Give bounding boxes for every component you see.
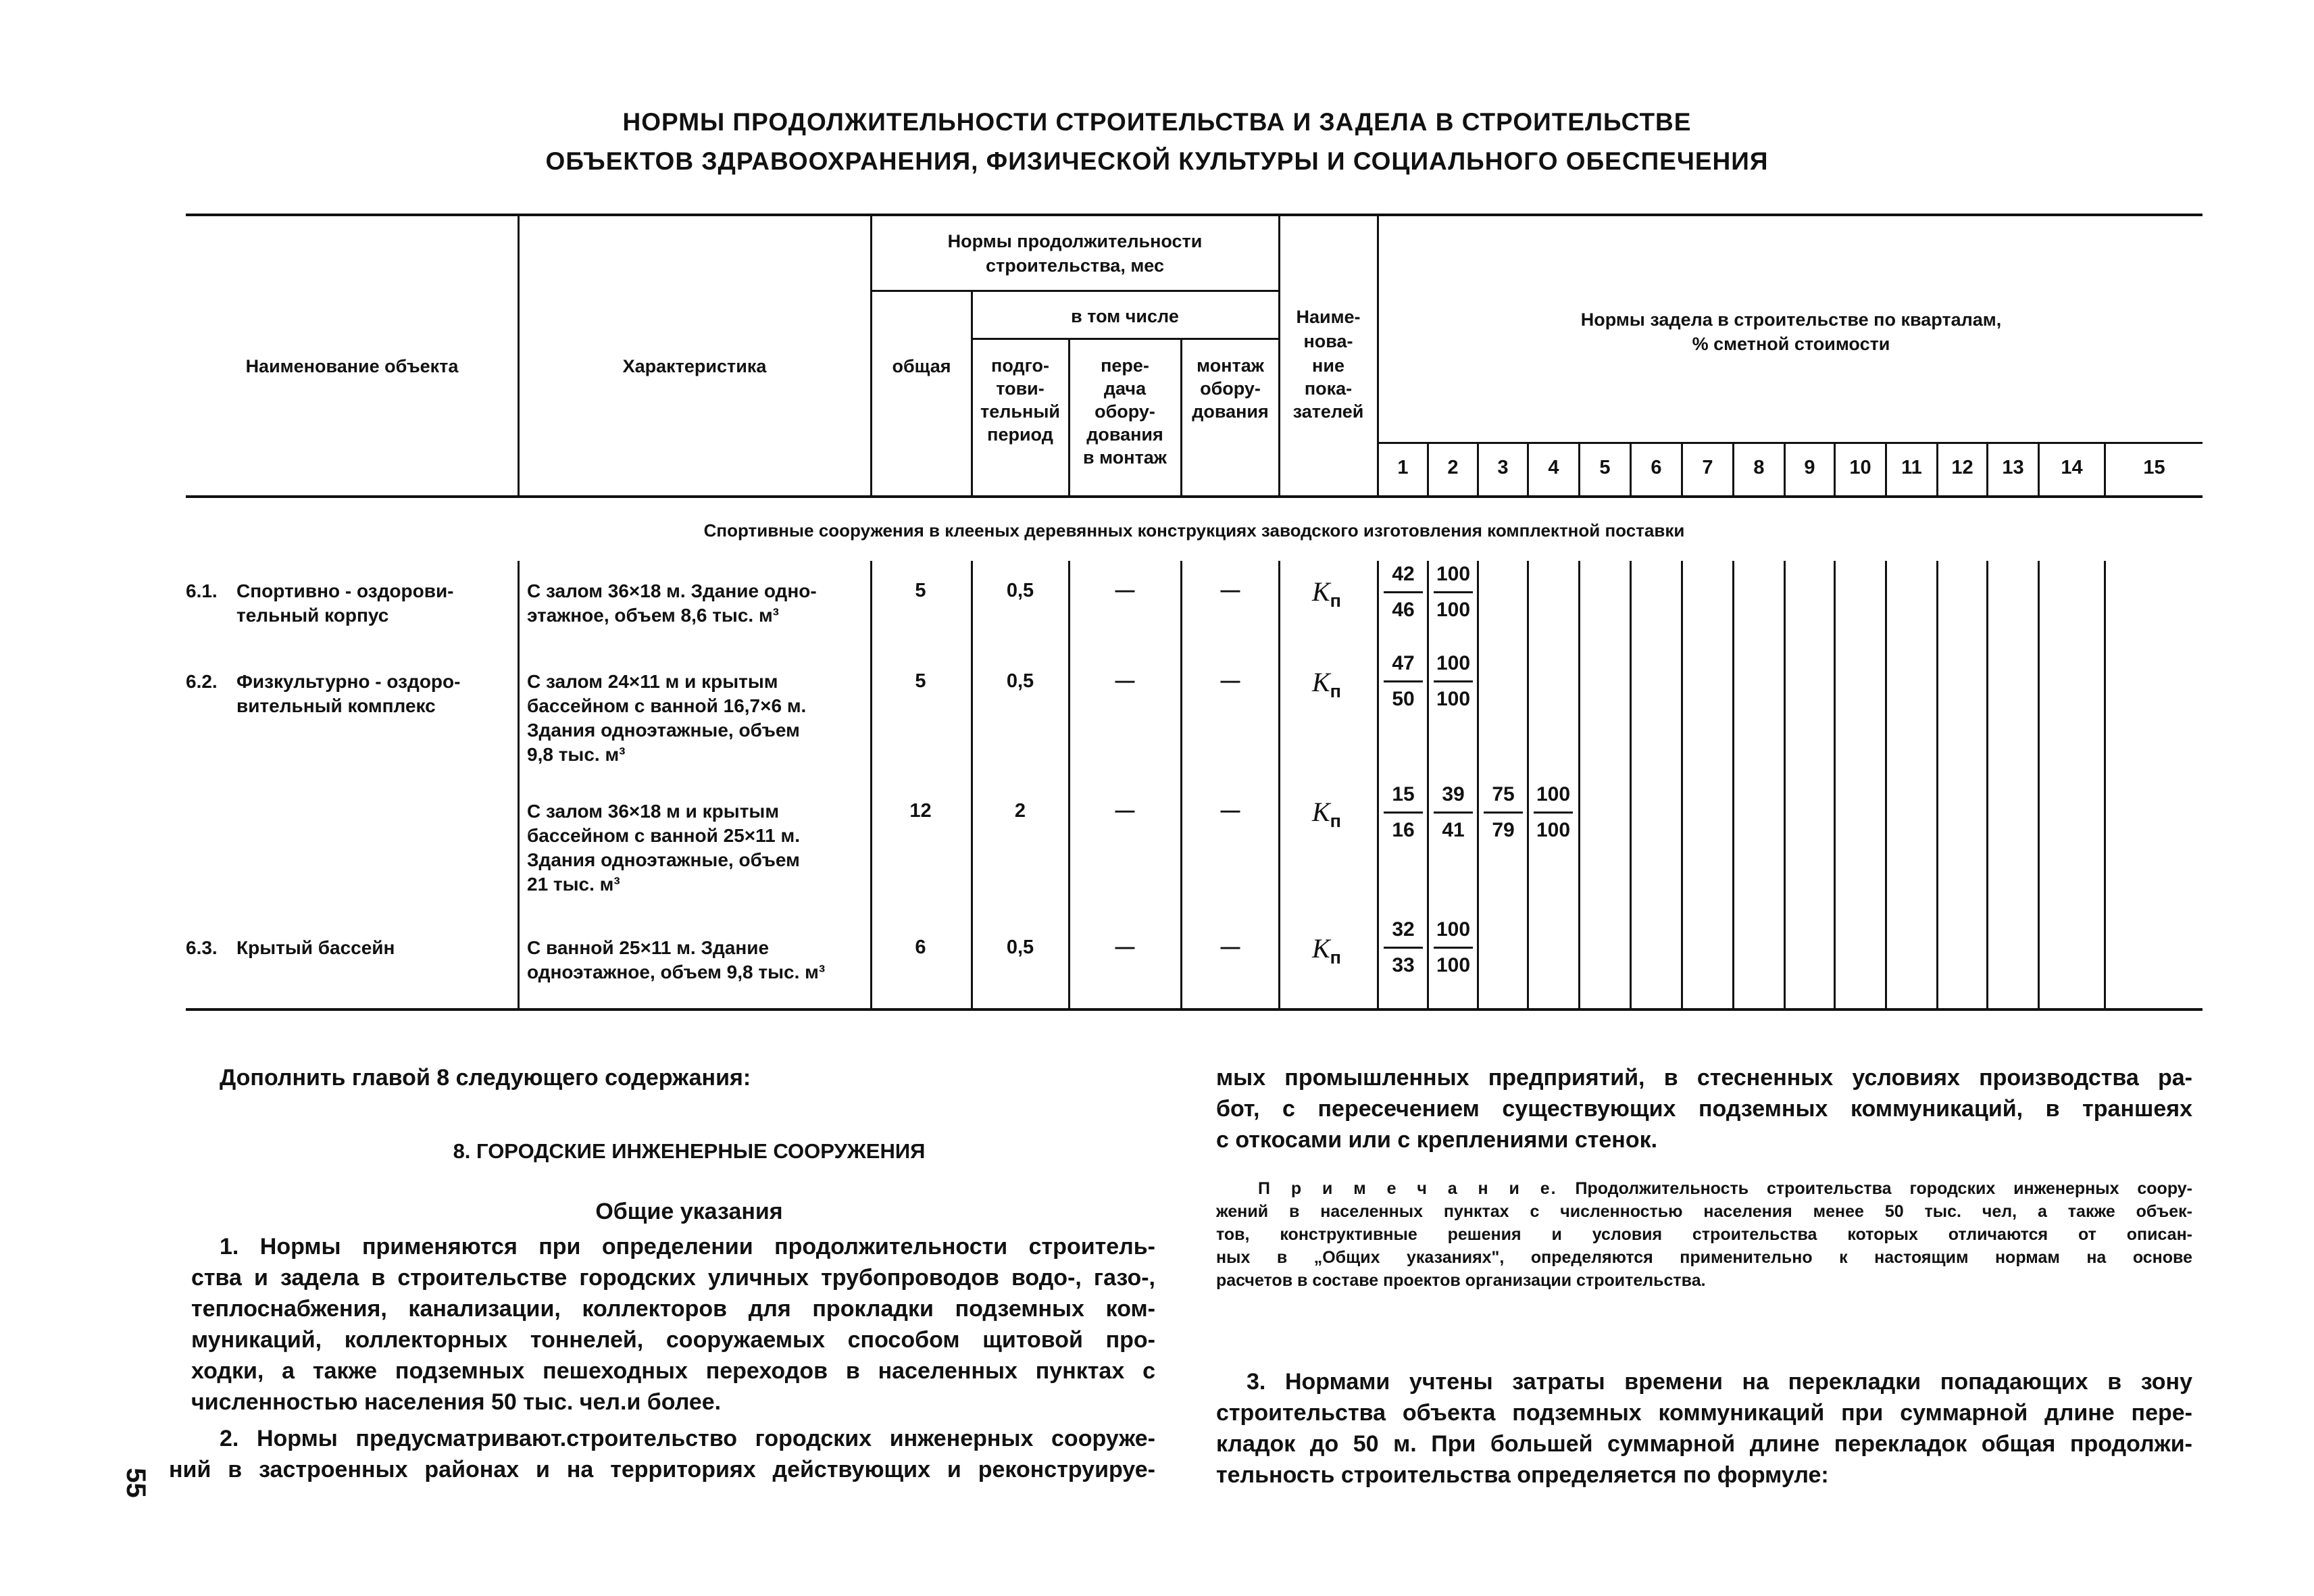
- text-line: бот, с пересечением существующих подземных коммуникаций, в траншеях: [1216, 1096, 2192, 1122]
- q1-fraction: 47 50: [1380, 651, 1427, 712]
- row-name-line2: вительный комплекс: [236, 695, 436, 716]
- text-line: тельность строительства определяется по формуле:: [1216, 1462, 1829, 1488]
- row-name-line1: Крытый бассейн: [236, 937, 395, 958]
- quarter-number: 4: [1548, 457, 1559, 478]
- header-install-l1: монтаж: [1197, 355, 1264, 376]
- header-prep-l1: подго-: [991, 355, 1049, 376]
- row-transfer: —: [1115, 580, 1135, 601]
- quarter-number: 10: [1849, 457, 1871, 478]
- text-line: ства и задела в строительстве городских уличных трубопроводов водо-, газо-,: [191, 1265, 1155, 1291]
- q2-fraction: 100 100: [1430, 918, 1477, 978]
- row-transfer: —: [1115, 670, 1135, 692]
- page-title-line1: НОРМЫ ПРОДОЛЖИТЕЛЬНОСТИ СТРОИТЕЛЬСТВА И ЗАДЕЛА В СТРОИТЕЛЬСТВЕ: [622, 108, 1692, 136]
- q1-fraction: 42 46: [1380, 562, 1427, 622]
- quarter-divider-body: [1630, 561, 1632, 1009]
- row-indicator: $К_п$: [1312, 933, 1341, 968]
- header-duration-l2: строительства, мес: [986, 255, 1164, 276]
- q2-fraction: 100 100: [1430, 651, 1477, 712]
- text-line: 2. Нормы предусматривают.строительство городских инженерных сооруже-: [220, 1426, 1155, 1451]
- row-char-line1: С залом 36×18 м и крытым: [527, 801, 780, 822]
- header-indicator-l2: нова-: [1303, 331, 1353, 351]
- section-title: Спортивные сооружения в клееных деревянных конструкциях заводского изготовления комплектной поставки: [703, 520, 1685, 541]
- row-name-line1: Спортивно - оздорови-: [236, 580, 454, 601]
- row-char-line4: 21 тыс. м³: [527, 874, 620, 895]
- header-indicator-l5: зателей: [1292, 401, 1364, 422]
- row-char-line2: бассейном с ванной 25×11 м.: [527, 825, 800, 846]
- header-bottom-border: [186, 495, 2203, 498]
- row-char-line1: С залом 24×11 м и крытым: [527, 671, 778, 692]
- quarter-number: 12: [1951, 457, 1973, 478]
- vline-body: [1377, 561, 1379, 1009]
- note-line: расчетов в составе проектов организации строительства.: [1216, 1271, 1706, 1290]
- row-install: —: [1220, 800, 1240, 822]
- text-line: теплоснабжения, канализации, коллекторов для прокладки подземных ком-: [191, 1296, 1155, 1322]
- row-total: 5: [915, 670, 926, 692]
- vline-header: [518, 214, 520, 496]
- hline-quarters: [1378, 442, 2203, 444]
- chapter-title: 8. ГОРОДСКИЕ ИНЖЕНЕРНЫЕ СООРУЖЕНИЯ: [453, 1139, 926, 1163]
- table-bottom-border: [186, 1008, 2203, 1011]
- row-char-line2: этажное, объем 8,6 тыс. м³: [527, 605, 780, 626]
- quarter-number: 1: [1397, 457, 1409, 478]
- page-title-line2: ОБЪЕКТОВ ЗДРАВООХРАНЕНИЯ, ФИЗИЧЕСКОЙ КУЛЬТУРЫ И СОЦИАЛЬНОГО ОБЕСПЕЧЕНИЯ: [545, 147, 1769, 175]
- intro-line: Дополнить главой 8 следующего содержания:: [220, 1065, 751, 1091]
- text-line: муникаций, коллекторных тоннелей, сооружаемых способом щитовой про-: [191, 1327, 1155, 1353]
- row-indicator: $К_п$: [1312, 667, 1341, 701]
- quarter-number: 9: [1804, 457, 1815, 478]
- header-total: общая: [892, 356, 951, 376]
- header-transfer-l3: обору-: [1095, 401, 1155, 422]
- text-line: мых промышленных предприятий, в стесненных условиях производства ра-: [1216, 1065, 2192, 1091]
- table-top-border: [186, 214, 2203, 216]
- header-backlog-l2: % сметной стоимости: [1692, 334, 1890, 354]
- quarter-divider-body: [1936, 561, 1938, 1009]
- header-indicator-l3: ние: [1312, 355, 1344, 376]
- row-name-line2: тельный корпус: [236, 605, 389, 626]
- header-transfer-l5: в монтаж: [1083, 447, 1167, 468]
- quarter-number: 2: [1447, 457, 1459, 478]
- note-line: ных в „Общих указаниях", определяются применительно к настоящим нормам на основе: [1216, 1248, 2192, 1267]
- vline-body: [518, 561, 520, 1009]
- quarter-number: 8: [1753, 457, 1765, 478]
- q1-fraction: 15 16: [1380, 782, 1427, 843]
- page-number: 55: [120, 1468, 151, 1498]
- row-char-line2: бассейном с ванной 16,7×6 м.: [527, 695, 807, 716]
- quarter-divider-body: [1986, 561, 1988, 1009]
- section-subtitle: Общие указания: [595, 1199, 783, 1224]
- header-including: в том числе: [1071, 306, 1179, 326]
- row-char-line4: 9,8 тыс. м³: [527, 744, 626, 765]
- q3-fraction: 75 79: [1480, 782, 1527, 843]
- text-line: 1. Нормы применяются при определении продолжительности строитель-: [220, 1234, 1155, 1260]
- row-number: 6.1.: [186, 580, 218, 601]
- header-install-l2: обору-: [1200, 378, 1261, 399]
- row-install: —: [1220, 580, 1240, 601]
- row-char-line2: одноэтажное, объем 9,8 тыс. м³: [527, 962, 826, 982]
- header-object-name: Наименование объекта: [245, 356, 459, 376]
- quarter-divider-body: [1681, 561, 1683, 1009]
- row-char-line1: С ванной 25×11 м. Здание: [527, 937, 770, 958]
- row-name-line1: Физкультурно - оздоро-: [236, 671, 461, 692]
- header-duration-l1: Нормы продолжительности: [947, 231, 1203, 251]
- row-prep: 0,5: [1006, 580, 1034, 601]
- quarter-divider-body: [1578, 561, 1580, 1009]
- header-transfer-l4: дования: [1086, 424, 1163, 445]
- row-transfer: —: [1115, 800, 1135, 822]
- quarter-divider-body: [1477, 561, 1479, 1009]
- row-total: 6: [915, 937, 926, 958]
- header-indicator-l1: Наиме-: [1296, 307, 1361, 327]
- row-char-line3: Здания одноэтажные, объем: [527, 849, 800, 870]
- text-line: ний в застроенных районах и на территориях действующих и реконструируе-: [169, 1457, 1155, 1482]
- row-prep: 0,5: [1006, 670, 1034, 692]
- quarter-divider-body: [1732, 561, 1734, 1009]
- quarter-number: 13: [2002, 457, 2024, 478]
- q2-fraction: 100 100: [1430, 562, 1477, 622]
- quarter-number: 14: [2061, 457, 2083, 478]
- note-line: тов, конструктивные решения и условия строительства которых отличаются от описан-: [1216, 1225, 2192, 1244]
- quarter-number: 3: [1497, 457, 1509, 478]
- header-prep-l2: тови-: [996, 378, 1045, 399]
- q1-fraction: 32 33: [1380, 918, 1427, 978]
- row-number: 6.2.: [186, 671, 218, 692]
- row-install: —: [1220, 670, 1240, 692]
- row-prep: 0,5: [1006, 937, 1034, 958]
- row-transfer: —: [1115, 937, 1135, 958]
- header-characteristic: Характеристика: [622, 356, 767, 376]
- row-install: —: [1220, 937, 1240, 958]
- row-number: 6.3.: [186, 937, 218, 958]
- vline-header: [1377, 214, 1379, 496]
- row-total: 5: [915, 580, 926, 601]
- quarter-number: 11: [1901, 457, 1922, 478]
- q4-fraction: 100 100: [1530, 782, 1577, 843]
- quarter-number: 7: [1702, 457, 1713, 478]
- row-indicator: $К_п$: [1312, 797, 1341, 831]
- header-prep-l3: тельный: [980, 401, 1060, 422]
- hline-duration: [872, 290, 1280, 292]
- quarter-divider-body: [1784, 561, 1786, 1009]
- row-total: 12: [909, 800, 932, 822]
- row-char-line1: С залом 36×18 м. Здание одно-: [527, 580, 817, 601]
- quarter-divider-body: [2104, 561, 2106, 1009]
- quarter-divider-body: [1427, 561, 1429, 1009]
- header-indicator-l4: пока-: [1304, 378, 1353, 399]
- quarter-divider-body: [1834, 561, 1836, 1009]
- header-install-l3: дования: [1192, 401, 1269, 422]
- vline-body: [1278, 561, 1280, 1009]
- quarter-number: 6: [1651, 457, 1662, 478]
- quarter-number: 15: [2143, 457, 2165, 478]
- header-prep-l4: период: [987, 424, 1053, 445]
- text-line: с откосами или с креплениями стенок.: [1216, 1127, 1658, 1153]
- text-line: кладок до 50 м. При большей суммарной длине перекладок общая продолжи-: [1216, 1431, 2192, 1457]
- row-char-line3: Здания одноэтажные, объем: [527, 720, 800, 741]
- quarter-divider-body: [1527, 561, 1529, 1009]
- text-line: численностью населения 50 тыс. чел.и более.: [191, 1389, 722, 1415]
- note-line: жений в населенных пунктах с численностью населения менее 50 тыс. чел, а также объек-: [1216, 1202, 2192, 1221]
- header-transfer-l1: пере-: [1101, 355, 1149, 376]
- quarter-divider-body: [2038, 561, 2040, 1009]
- header-backlog-l1: Нормы задела в строительстве по кварталам,: [1580, 309, 2002, 330]
- row-prep: 2: [1014, 800, 1026, 822]
- text-line: ходки, а также подземных пешеходных переходов в населенных пунктах с: [191, 1358, 1155, 1384]
- q2-fraction: 39 41: [1430, 782, 1477, 843]
- text-line: 3. Нормами учтены затраты времени на перекладки попадающих в зону: [1247, 1369, 2192, 1395]
- vline-header: [870, 214, 872, 496]
- note-line-1: П р и м е ч а н и е. Продолжительность строительства городских инженерных соору-: [1258, 1179, 2192, 1198]
- header-transfer-l2: дача: [1103, 378, 1147, 399]
- hline-including: [972, 338, 1280, 340]
- row-indicator: $К_п$: [1312, 576, 1341, 611]
- text-line: строительства объекта подземных коммуникаций при суммарной длине пере-: [1216, 1400, 2192, 1426]
- quarter-number: 5: [1599, 457, 1611, 478]
- quarter-divider-body: [1885, 561, 1887, 1009]
